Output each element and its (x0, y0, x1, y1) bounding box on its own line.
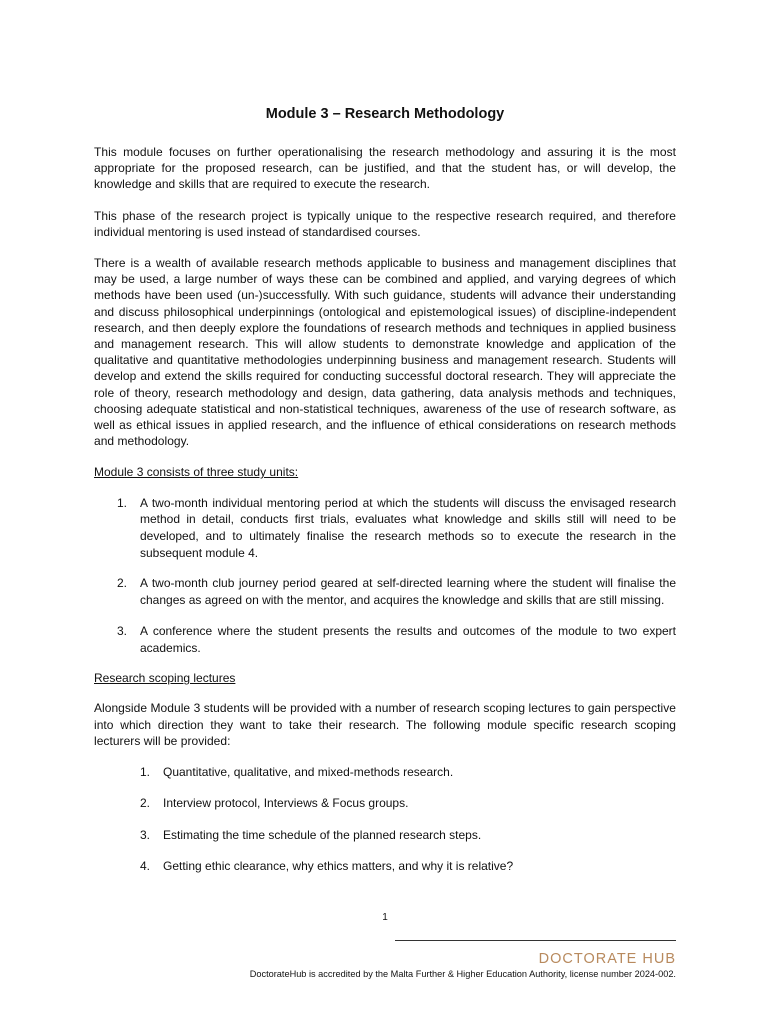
list-number: 3. (117, 623, 128, 638)
list-item (94, 495, 676, 562)
list-number: 3. (140, 827, 151, 842)
document-body (94, 104, 676, 889)
list-item (94, 623, 676, 656)
list-item-text: A two-month club journey period geared at self-directed learning where the student will finalise the changes as agreed on with the mentor, and acquires the knowledge and skills that are still missing. (140, 576, 676, 608)
units-heading: Module 3 consists of three study units: (94, 465, 299, 480)
list-item (94, 858, 676, 874)
accreditation-note: DoctorateHub is accredited by the Malta Further & Higher Education Authority, license number 2024-002. (249, 969, 676, 979)
list-number: 1. (140, 765, 151, 780)
list-item-text: Interview protocol, Interviews & Focus groups. (163, 796, 409, 811)
phase-paragraph: This phase of the research project is typically unique to the respective research required, and therefore individual mentoring is used instead of standardised courses. (94, 208, 676, 239)
footer-divider (395, 940, 676, 941)
list-item (94, 827, 676, 843)
list-item (94, 764, 676, 780)
lectures-intro-paragraph: Alongside Module 3 students will be provided with a number of research scoping lectures to gain perspective into which direction they want to take their research. The following module specific research scoping lecturers will be provided: (94, 701, 676, 748)
intro-paragraph: This module focuses on further operationalising the research methodology and assuring it is the most appropriate for the proposed research, can be justified, and that the student has, or will develop, the knowledge and skills that are required to execute the research. (94, 145, 676, 192)
page-number: 1 (382, 912, 388, 923)
methods-paragraph: There is a wealth of available research methods applicable to business and management disciplines that may be used, a large number of ways these can be combined and applied, and varying degrees of which methods have been used (un-)successfully. With such guidance, students will advance their understanding and discuss philosophical underpinnings (ontological and epistemological issues) of discipline-independent research, and then deeply explore the foundations of research methods and techniques in applied business and management research. This will allow students to demonstrate knowledge and application of the qualitative and quantitative methodologies underpinning business and management research. Students will develop and extend the skills required for conducting successful doctoral research. They will appreciate the role of theory, research methodology and design, data gathering, data analysis methods and techniques, choosing adequate statistical and non-statistical techniques, awareness of the use of research software, as well as ethical issues in applied research, and the influence of ethical considerations on research methods and methodology. (94, 256, 676, 449)
list-number: 1. (117, 495, 128, 510)
list-item (94, 795, 676, 811)
page-title: Module 3 – Research Methodology (265, 106, 505, 122)
list-number: 2. (117, 576, 128, 591)
brand-logo: DOCTORATE HUB (538, 951, 676, 967)
list-number: 2. (140, 796, 151, 811)
list-item (94, 575, 676, 608)
list-item-text: Getting ethic clearance, why ethics matters, and why it is relative? (163, 858, 514, 873)
list-item-text: A two-month individual mentoring period at which the students will discuss the envisaged research method in detail, conducts first trials, evaluates what knowledge and skills still will need to be developed, and to ultimately finalise the research methods so to execute the research in the subsequent module 4. (140, 495, 676, 560)
list-item-text: Estimating the time schedule of the planned research steps. (163, 827, 482, 842)
lectures-heading: Research scoping lectures (94, 671, 236, 686)
lectures-list (94, 764, 676, 874)
study-units-list (94, 495, 676, 657)
list-number: 4. (140, 858, 151, 873)
list-item-text: A conference where the student presents the results and outcomes of the module to two expert academics. (140, 623, 676, 655)
list-item-text: Quantitative, qualitative, and mixed-methods research. (163, 765, 454, 780)
